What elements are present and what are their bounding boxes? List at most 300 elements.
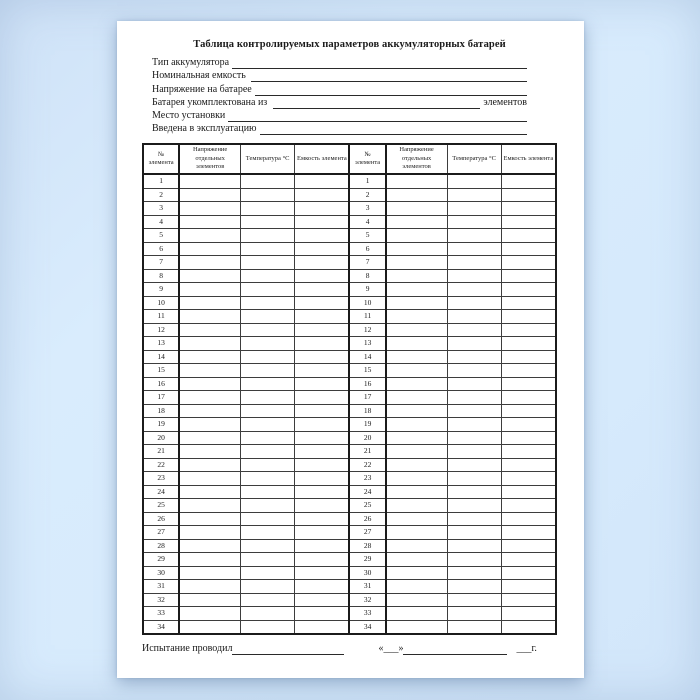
form-field-nominal-capacity xyxy=(152,69,527,82)
empty-cell xyxy=(386,445,447,459)
row-number-cell: 21 xyxy=(349,445,385,459)
empty-cell xyxy=(179,418,240,432)
table-row xyxy=(143,445,556,459)
table-row xyxy=(143,539,556,553)
empty-cell xyxy=(386,485,447,499)
empty-cell xyxy=(501,174,556,188)
row-number-cell: 32 xyxy=(143,593,179,607)
empty-cell xyxy=(447,620,501,634)
footer-date-placeholder: «___» xyxy=(378,643,404,655)
empty-cell xyxy=(447,242,501,256)
document-title: Таблица контролируемых параметров аккумуляторных батарей xyxy=(193,39,506,50)
table-head-row xyxy=(143,144,556,174)
field-label: Тип аккумулятора xyxy=(152,57,230,69)
empty-cell xyxy=(295,431,350,445)
empty-cell xyxy=(241,526,295,540)
empty-cell xyxy=(501,512,556,526)
empty-cell xyxy=(295,229,350,243)
empty-cell xyxy=(179,256,240,270)
empty-cell xyxy=(501,499,556,513)
empty-cell xyxy=(447,202,501,216)
row-number-cell: 20 xyxy=(143,431,179,445)
form-field-commissioned xyxy=(152,122,527,135)
empty-cell xyxy=(447,553,501,567)
empty-cell xyxy=(447,323,501,337)
empty-cell xyxy=(501,431,556,445)
empty-cell xyxy=(386,242,447,256)
empty-cell xyxy=(295,202,350,216)
empty-cell xyxy=(386,174,447,188)
empty-cell xyxy=(295,188,350,202)
empty-cell xyxy=(386,458,447,472)
empty-cell xyxy=(386,364,447,378)
empty-cell xyxy=(241,377,295,391)
table-row xyxy=(143,404,556,418)
row-number-cell: 17 xyxy=(349,391,385,405)
empty-cell xyxy=(447,472,501,486)
empty-cell xyxy=(501,472,556,486)
empty-cell xyxy=(501,539,556,553)
row-number-cell: 32 xyxy=(349,593,385,607)
empty-cell xyxy=(295,391,350,405)
empty-cell xyxy=(295,499,350,513)
empty-cell xyxy=(447,337,501,351)
row-number-cell: 12 xyxy=(349,323,385,337)
row-number-cell: 9 xyxy=(143,283,179,297)
empty-cell xyxy=(501,202,556,216)
fill-in-line xyxy=(403,643,507,655)
empty-cell xyxy=(179,377,240,391)
form-field-battery-voltage xyxy=(152,82,527,95)
parameters-table xyxy=(142,143,557,635)
row-number-cell: 19 xyxy=(143,418,179,432)
table-row xyxy=(143,310,556,324)
fill-in-line xyxy=(255,84,527,96)
table-row xyxy=(143,256,556,270)
empty-cell xyxy=(501,296,556,310)
empty-cell xyxy=(447,499,501,513)
column-header: Емкость элемента xyxy=(501,144,556,174)
empty-cell xyxy=(386,472,447,486)
empty-cell xyxy=(447,256,501,270)
empty-cell xyxy=(447,485,501,499)
empty-cell xyxy=(501,485,556,499)
row-number-cell: 22 xyxy=(349,458,385,472)
empty-cell xyxy=(179,283,240,297)
empty-cell xyxy=(447,269,501,283)
empty-cell xyxy=(241,350,295,364)
table-row xyxy=(143,188,556,202)
empty-cell xyxy=(241,458,295,472)
empty-cell xyxy=(447,526,501,540)
table-row xyxy=(143,512,556,526)
empty-cell xyxy=(386,499,447,513)
empty-cell xyxy=(447,174,501,188)
empty-cell xyxy=(295,593,350,607)
row-number-cell: 27 xyxy=(143,526,179,540)
empty-cell xyxy=(179,499,240,513)
empty-cell xyxy=(241,593,295,607)
empty-cell xyxy=(501,404,556,418)
empty-cell xyxy=(447,418,501,432)
table-row xyxy=(143,593,556,607)
row-number-cell: 6 xyxy=(143,242,179,256)
empty-cell xyxy=(295,174,350,188)
empty-cell xyxy=(179,174,240,188)
table-row xyxy=(143,607,556,621)
empty-cell xyxy=(386,310,447,324)
empty-cell xyxy=(386,539,447,553)
empty-cell xyxy=(386,620,447,634)
table-row xyxy=(143,431,556,445)
table-row xyxy=(143,202,556,216)
row-number-cell: 26 xyxy=(143,512,179,526)
empty-cell xyxy=(241,512,295,526)
table-row xyxy=(143,337,556,351)
row-number-cell: 13 xyxy=(349,337,385,351)
empty-cell xyxy=(179,337,240,351)
row-number-cell: 5 xyxy=(143,229,179,243)
empty-cell xyxy=(295,607,350,621)
row-number-cell: 22 xyxy=(143,458,179,472)
empty-cell xyxy=(501,391,556,405)
form-field-installation-place xyxy=(152,109,527,122)
footer-line xyxy=(142,643,557,655)
empty-cell xyxy=(447,377,501,391)
empty-cell xyxy=(241,296,295,310)
row-number-cell: 1 xyxy=(349,174,385,188)
row-number-cell: 29 xyxy=(143,553,179,567)
column-header: Напряжение отдельных элементов xyxy=(386,144,447,174)
empty-cell xyxy=(295,310,350,324)
empty-cell xyxy=(386,404,447,418)
empty-cell xyxy=(386,593,447,607)
empty-cell xyxy=(501,188,556,202)
table-row xyxy=(143,485,556,499)
empty-cell xyxy=(386,553,447,567)
empty-cell xyxy=(295,472,350,486)
row-number-cell: 7 xyxy=(143,256,179,270)
row-number-cell: 10 xyxy=(349,296,385,310)
empty-cell xyxy=(179,364,240,378)
empty-cell xyxy=(295,485,350,499)
empty-cell xyxy=(241,553,295,567)
column-header: Температура °С xyxy=(241,144,295,174)
empty-cell xyxy=(241,337,295,351)
empty-cell xyxy=(386,256,447,270)
row-number-cell: 34 xyxy=(349,620,385,634)
empty-cell xyxy=(241,391,295,405)
empty-cell xyxy=(501,310,556,324)
empty-cell xyxy=(179,607,240,621)
empty-cell xyxy=(241,215,295,229)
empty-cell xyxy=(386,229,447,243)
row-number-cell: 15 xyxy=(349,364,385,378)
empty-cell xyxy=(241,418,295,432)
column-header: Напряжение отдельных элементов xyxy=(179,144,240,174)
empty-cell xyxy=(179,323,240,337)
empty-cell xyxy=(241,242,295,256)
empty-cell xyxy=(241,580,295,594)
empty-cell xyxy=(179,620,240,634)
row-number-cell: 14 xyxy=(349,350,385,364)
fill-in-line xyxy=(251,70,527,82)
row-number-cell: 2 xyxy=(143,188,179,202)
row-number-cell: 25 xyxy=(349,499,385,513)
row-number-cell: 10 xyxy=(143,296,179,310)
row-number-cell: 6 xyxy=(349,242,385,256)
empty-cell xyxy=(179,296,240,310)
empty-cell xyxy=(447,215,501,229)
empty-cell xyxy=(386,377,447,391)
empty-cell xyxy=(447,431,501,445)
empty-cell xyxy=(241,431,295,445)
empty-cell xyxy=(179,526,240,540)
row-number-cell: 26 xyxy=(349,512,385,526)
row-number-cell: 24 xyxy=(143,485,179,499)
empty-cell xyxy=(179,445,240,459)
empty-cell xyxy=(179,512,240,526)
empty-cell xyxy=(295,350,350,364)
empty-cell xyxy=(447,364,501,378)
empty-cell xyxy=(501,269,556,283)
empty-cell xyxy=(447,188,501,202)
field-label: Батарея укомплектована из xyxy=(152,96,270,108)
empty-cell xyxy=(386,431,447,445)
row-number-cell: 7 xyxy=(349,256,385,270)
empty-cell xyxy=(447,607,501,621)
row-number-cell: 24 xyxy=(349,485,385,499)
table-row xyxy=(143,458,556,472)
empty-cell xyxy=(386,391,447,405)
empty-cell xyxy=(501,350,556,364)
table-body xyxy=(143,174,556,634)
field-suffix: элементов xyxy=(483,96,527,108)
empty-cell xyxy=(241,269,295,283)
empty-cell xyxy=(501,580,556,594)
empty-cell xyxy=(447,350,501,364)
empty-cell xyxy=(447,391,501,405)
empty-cell xyxy=(295,566,350,580)
row-number-cell: 8 xyxy=(143,269,179,283)
column-header: № элемента xyxy=(143,144,179,174)
row-number-cell: 21 xyxy=(143,445,179,459)
empty-cell xyxy=(295,526,350,540)
empty-cell xyxy=(501,229,556,243)
empty-cell xyxy=(501,364,556,378)
fill-in-line xyxy=(273,97,481,109)
row-number-cell: 23 xyxy=(349,472,385,486)
empty-cell xyxy=(295,269,350,283)
empty-cell xyxy=(179,553,240,567)
table-row xyxy=(143,553,556,567)
empty-cell xyxy=(295,337,350,351)
empty-cell xyxy=(295,215,350,229)
table-row xyxy=(143,229,556,243)
row-number-cell: 31 xyxy=(349,580,385,594)
empty-cell xyxy=(179,188,240,202)
empty-cell xyxy=(447,580,501,594)
row-number-cell: 9 xyxy=(349,283,385,297)
empty-cell xyxy=(179,269,240,283)
empty-cell xyxy=(241,485,295,499)
empty-cell xyxy=(241,607,295,621)
empty-cell xyxy=(241,229,295,243)
empty-cell xyxy=(501,256,556,270)
empty-cell xyxy=(295,364,350,378)
empty-cell xyxy=(447,229,501,243)
empty-cell xyxy=(386,296,447,310)
empty-cell xyxy=(295,512,350,526)
row-number-cell: 3 xyxy=(349,202,385,216)
column-header: Емкость элемента xyxy=(295,144,350,174)
empty-cell xyxy=(295,283,350,297)
row-number-cell: 30 xyxy=(349,566,385,580)
row-number-cell: 1 xyxy=(143,174,179,188)
empty-cell xyxy=(447,539,501,553)
row-number-cell: 3 xyxy=(143,202,179,216)
empty-cell xyxy=(295,418,350,432)
empty-cell xyxy=(386,283,447,297)
row-number-cell: 4 xyxy=(349,215,385,229)
empty-cell xyxy=(179,404,240,418)
table-row xyxy=(143,526,556,540)
empty-cell xyxy=(501,215,556,229)
empty-cell xyxy=(386,512,447,526)
empty-cell xyxy=(241,539,295,553)
empty-cell xyxy=(386,323,447,337)
empty-cell xyxy=(179,580,240,594)
empty-cell xyxy=(501,242,556,256)
empty-cell xyxy=(241,283,295,297)
fill-in-line xyxy=(232,643,344,655)
table-row xyxy=(143,499,556,513)
table-row xyxy=(143,174,556,188)
row-number-cell: 34 xyxy=(143,620,179,634)
empty-cell xyxy=(501,526,556,540)
empty-cell xyxy=(386,607,447,621)
empty-cell xyxy=(241,445,295,459)
empty-cell xyxy=(179,593,240,607)
table-row xyxy=(143,323,556,337)
table-row xyxy=(143,215,556,229)
empty-cell xyxy=(241,620,295,634)
fill-in-line xyxy=(232,57,527,69)
empty-cell xyxy=(501,620,556,634)
row-number-cell: 15 xyxy=(143,364,179,378)
empty-cell xyxy=(241,256,295,270)
form-block xyxy=(152,56,527,135)
empty-cell xyxy=(386,202,447,216)
empty-cell xyxy=(241,310,295,324)
table-row xyxy=(143,391,556,405)
row-number-cell: 30 xyxy=(143,566,179,580)
row-number-cell: 23 xyxy=(143,472,179,486)
empty-cell xyxy=(241,323,295,337)
empty-cell xyxy=(179,485,240,499)
empty-cell xyxy=(179,215,240,229)
empty-cell xyxy=(386,215,447,229)
empty-cell xyxy=(501,283,556,297)
row-number-cell: 31 xyxy=(143,580,179,594)
empty-cell xyxy=(295,404,350,418)
field-label: Введена в эксплуатацию xyxy=(152,123,257,135)
empty-cell xyxy=(386,350,447,364)
row-number-cell: 8 xyxy=(349,269,385,283)
empty-cell xyxy=(447,512,501,526)
fill-in-line xyxy=(260,123,527,135)
table-row xyxy=(143,269,556,283)
row-number-cell: 4 xyxy=(143,215,179,229)
empty-cell xyxy=(447,593,501,607)
table-row xyxy=(143,350,556,364)
empty-cell xyxy=(501,323,556,337)
form-field-battery-type xyxy=(152,56,527,69)
table-row xyxy=(143,364,556,378)
empty-cell xyxy=(501,418,556,432)
empty-cell xyxy=(386,580,447,594)
row-number-cell: 17 xyxy=(143,391,179,405)
empty-cell xyxy=(386,269,447,283)
row-number-cell: 33 xyxy=(349,607,385,621)
row-number-cell: 14 xyxy=(143,350,179,364)
empty-cell xyxy=(179,202,240,216)
table-row xyxy=(143,283,556,297)
empty-cell xyxy=(295,458,350,472)
row-number-cell: 28 xyxy=(349,539,385,553)
row-number-cell: 12 xyxy=(143,323,179,337)
row-number-cell: 5 xyxy=(349,229,385,243)
empty-cell xyxy=(447,566,501,580)
row-number-cell: 18 xyxy=(143,404,179,418)
empty-cell xyxy=(179,310,240,324)
empty-cell xyxy=(447,310,501,324)
empty-cell xyxy=(295,580,350,594)
empty-cell xyxy=(179,431,240,445)
empty-cell xyxy=(501,377,556,391)
empty-cell xyxy=(179,566,240,580)
empty-cell xyxy=(241,499,295,513)
empty-cell xyxy=(295,553,350,567)
row-number-cell: 28 xyxy=(143,539,179,553)
empty-cell xyxy=(295,256,350,270)
column-header: Температура °С xyxy=(447,144,501,174)
row-number-cell: 16 xyxy=(349,377,385,391)
row-number-cell: 11 xyxy=(349,310,385,324)
empty-cell xyxy=(295,323,350,337)
empty-cell xyxy=(241,202,295,216)
row-number-cell: 25 xyxy=(143,499,179,513)
empty-cell xyxy=(447,296,501,310)
empty-cell xyxy=(241,174,295,188)
fill-in-line xyxy=(228,110,527,122)
empty-cell xyxy=(295,539,350,553)
empty-cell xyxy=(179,458,240,472)
empty-cell xyxy=(295,620,350,634)
field-label: Номинальная емкость xyxy=(152,70,249,82)
table-row xyxy=(143,620,556,634)
empty-cell xyxy=(295,445,350,459)
footer-label: Испытание проводил xyxy=(142,643,233,655)
empty-cell xyxy=(447,283,501,297)
empty-cell xyxy=(179,539,240,553)
field-label: Напряжение на батарее xyxy=(152,83,252,95)
empty-cell xyxy=(295,377,350,391)
empty-cell xyxy=(386,526,447,540)
empty-cell xyxy=(501,458,556,472)
empty-cell xyxy=(241,364,295,378)
empty-cell xyxy=(241,472,295,486)
